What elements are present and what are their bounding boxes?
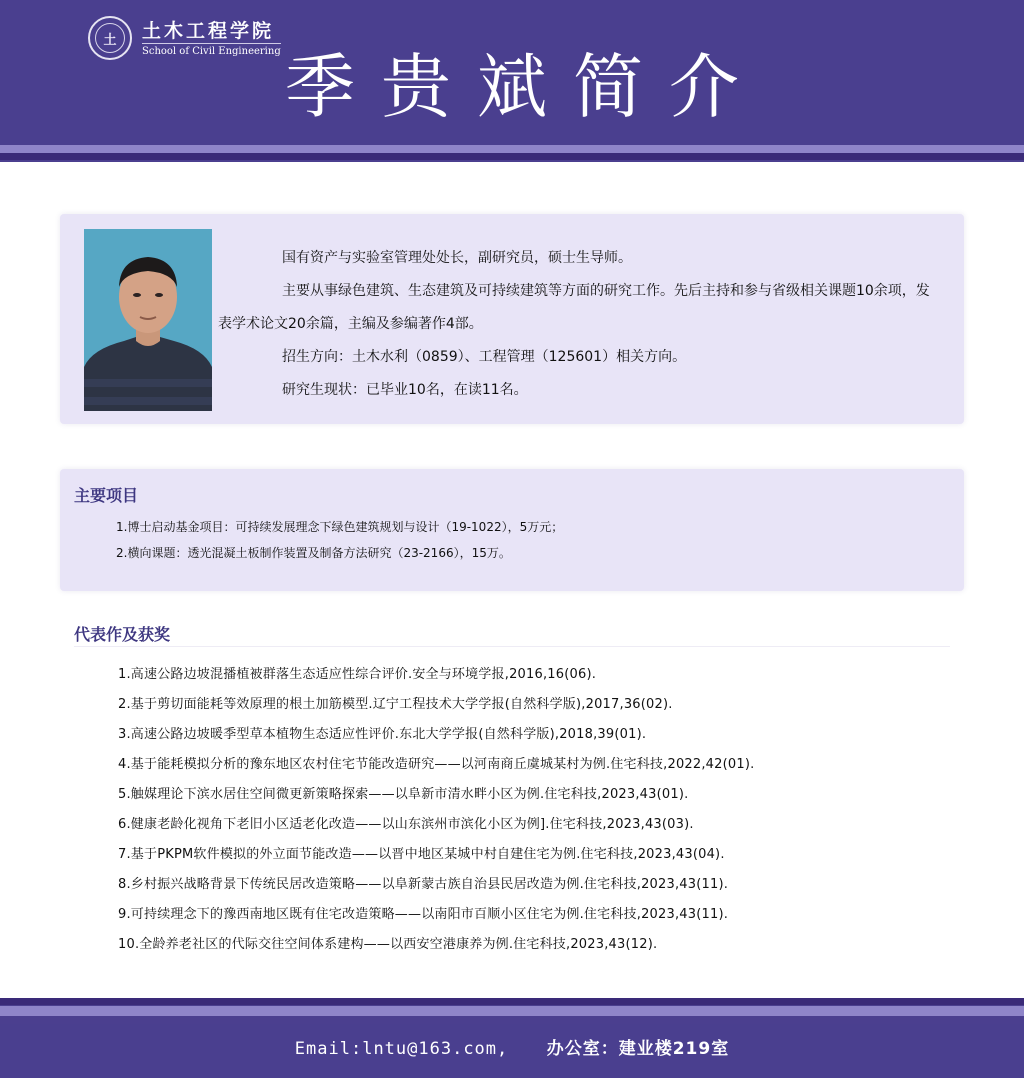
intro-card: [60, 214, 964, 424]
list-item: 7.基于PKPM软件模拟的外立面节能改造——以晋中地区某城中村自建住宅为例.住宅科技,2023,43(04).: [118, 847, 725, 862]
list-item: 1.博士启动基金项目：可持续发展理念下绿色建筑规划与设计（19-1022），5万元；: [116, 520, 564, 534]
list-item: 8.乡村振兴战略背景下传统民居改造策略——以阜新蒙古族自治县民居改造为例.住宅科技,2023,43(11).: [118, 877, 729, 892]
list-item: 5.触媒理论下滨水居住空间微更新策略探索——以阜新市清水畔小区为例.住宅科技,2023,43(01).: [118, 787, 689, 802]
projects-heading: 主要项目: [74, 486, 139, 505]
awards-divider: [74, 646, 950, 647]
list-item: 3.高速公路边坡暖季型草本植物生态适应性评价.东北大学学报(自然科学版),2018,39(01).: [118, 727, 647, 742]
footer: [0, 1024, 1024, 1078]
school-name-cn: 土木工程学院: [142, 19, 275, 42]
list-item: 6.健康老龄化视角下老旧小区适老化改造——以山东滨州市滨化小区为例].住宅科技,2023,43(03).: [118, 817, 694, 832]
content-area: [0, 162, 1024, 998]
email-text[interactable]: Email:lntu@163.com,: [294, 1039, 509, 1059]
footer-divider-light: [0, 1006, 1024, 1016]
list-item: 1.高速公路边坡混播植被群落生态适应性综合评价.安全与环境学报,2016,16(06).: [118, 667, 597, 682]
awards-heading: 代表作及获奖: [74, 625, 171, 644]
list-item: 10.全龄养老社区的代际交往空间体系建构——以西安空港康养为例.住宅科技,2023,43(12).: [118, 937, 658, 952]
intro-paragraph: 主要从事绿色建筑、生态建筑及可持续建筑等方面的研究工作。先后主持和参与省级相关课题10余项，发表学术论文20余篇，主编及参编著作4部。: [218, 283, 930, 332]
intro-paragraph: 招生方向：土木水利（0859）、工程管理（125601）相关方向。: [282, 349, 687, 365]
awards-list: [118, 660, 754, 960]
page-title: 季贵斌简介: [285, 46, 765, 128]
list-item: 2.基于剪切面能耗等效原理的根土加筋模型.辽宁工程技术大学学报(自然科学版),2017,36(02).: [118, 697, 673, 712]
header: [0, 0, 1024, 145]
list-item: 2.横向课题：透光混凝土板制作装置及制备方法研究（23-2166），15万。: [116, 546, 511, 560]
footer-divider-dark: [0, 998, 1024, 1005]
list-item: 9.可持续理念下的豫西南地区既有住宅改造策略——以南阳市百顺小区住宅为例.住宅科技,2023,43(11).: [118, 907, 729, 922]
school-name-en: School of Civil Engineering: [142, 43, 281, 58]
projects-list: [116, 514, 563, 566]
list-item: 4.基于能耗模拟分析的豫东地区农村住宅节能改造研究——以河南商丘虞城某村为例.住宅科技,2022,42(01).: [118, 757, 755, 772]
projects-card: [60, 469, 964, 591]
intro-paragraph: 国有资产与实验室管理处处长，副研究员，硕士生导师。: [282, 250, 632, 266]
office-text: 办公室：建业楼219室: [546, 1039, 730, 1059]
portrait-photo: [84, 229, 212, 411]
intro-text: [218, 242, 940, 407]
header-divider-dark: [0, 153, 1024, 160]
school-seal-icon: 土: [88, 16, 132, 60]
intro-paragraph: 研究生现状：已毕业10名，在读11名。: [282, 382, 528, 398]
header-divider-light: [0, 145, 1024, 153]
